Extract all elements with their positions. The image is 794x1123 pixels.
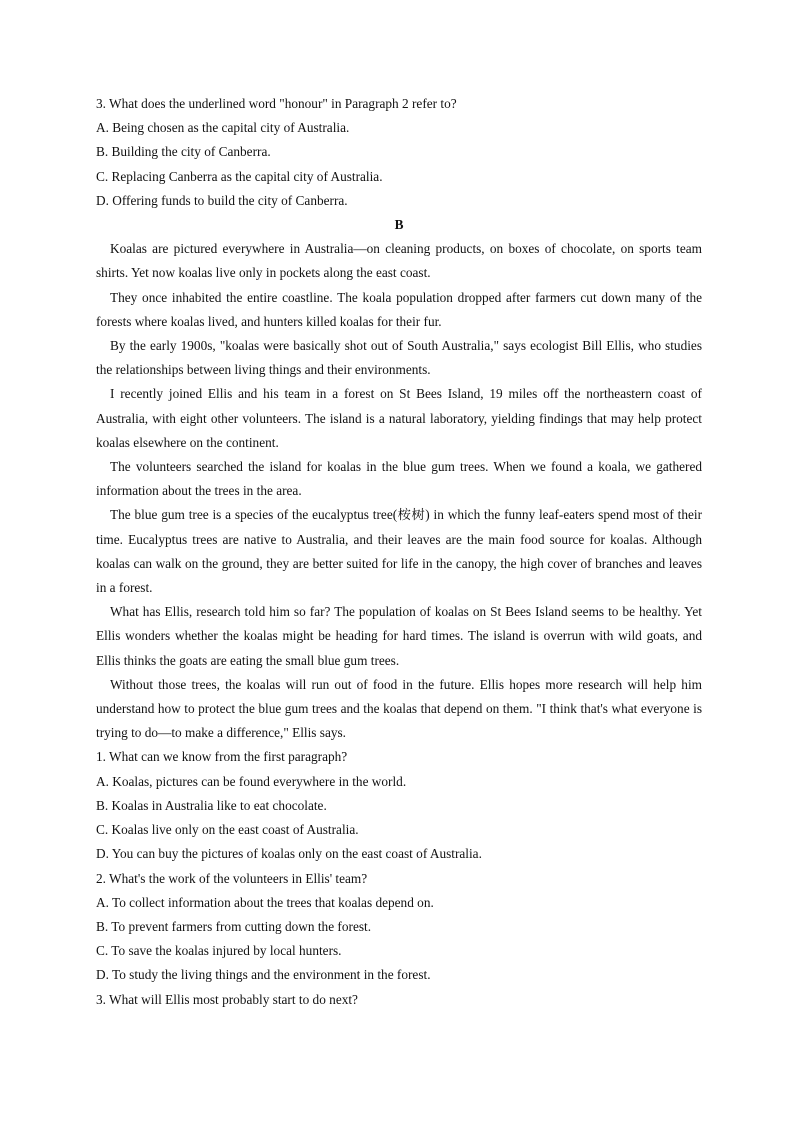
question-2-option-c: C. To save the koalas injured by local hunters.	[96, 943, 342, 959]
passage-paragraph-8: Without those trees, the koalas will run out of food in the future. Ellis hopes more research will help him understand how to protect the blue gum trees and the koalas that depend on them. "I think that's what everyone is trying to do—to make a difference," Ellis says.	[96, 676, 702, 741]
passage-paragraph-1: Koalas are pictured everywhere in Australia—on cleaning products, on boxes of chocolate, on sports team shirts. Yet now koalas live only in pockets along the east coast.	[96, 241, 702, 281]
prev-question-option-c: C. Replacing Canberra as the capital city of Australia.	[96, 168, 383, 184]
question-1-option-d: D. You can buy the pictures of koalas only on the east coast of Australia.	[96, 846, 482, 862]
question-2-option-a: A. To collect information about the trees that koalas depend on.	[96, 894, 434, 910]
passage-paragraph-7: What has Ellis, research told him so far? The population of koalas on St Bees Island seems to be healthy. Yet Ellis wonders whether the koalas might be heading for hard times. The island is overrun with wild goats, and Ellis thinks the goats are eating the small blue gum trees.	[96, 604, 702, 668]
prev-question-option-d: D. Offering funds to build the city of Canberra.	[96, 192, 348, 208]
passage-paragraph-5: The volunteers searched the island for koalas in the blue gum trees. When we found a koala, we gathered information about the trees in the area.	[96, 459, 702, 499]
question-1-stem: 1. What can we know from the first paragraph?	[96, 749, 348, 765]
prev-question-option-a: A. Being chosen as the capital city of Australia.	[96, 120, 350, 136]
question-1-option-b: B. Koalas in Australia like to eat chocolate.	[96, 797, 327, 813]
question-1-option-a: A. Koalas, pictures can be found everywhere in the world.	[96, 773, 407, 789]
prev-question-stem: 3. What does the underlined word "honour" in Paragraph 2 refer to?	[96, 96, 457, 111]
section-heading: B	[394, 217, 404, 233]
question-2-option-b: B. To prevent farmers from cutting down the forest.	[96, 918, 372, 934]
question-2-option-d: D. To study the living things and the environment in the forest.	[96, 967, 431, 983]
prev-question-option-b: B. Building the city of Canberra.	[96, 144, 271, 160]
passage-paragraph-6: The blue gum tree is a species of the eucalyptus tree(桉树) in which the funny leaf-eaters spend most of their time. Eucalyptus trees are native to Australia, and their leaves are the main food source for koalas. Although koalas can walk on the ground, they are better suited for life in the canopy, the high cover of branches and leaves in a forest.	[96, 507, 702, 596]
passage-paragraph-2: They once inhabited the entire coastline. The koala population dropped after farmers cut down many of the forests where koalas lived, and hunters killed koalas for their fur.	[96, 289, 702, 329]
question-1-option-c: C. Koalas live only on the east coast of Australia.	[96, 822, 359, 838]
question-3-stem: 3. What will Ellis most probably start to do next?	[96, 991, 358, 1007]
document-content	[96, 92, 702, 1012]
passage-paragraph-4: I recently joined Ellis and his team in a forest on St Bees Island, 19 miles off the northeastern coast of Australia, with eight other volunteers. The island is a natural laboratory, yielding findings that may help protect koalas elsewhere on the continent.	[96, 386, 702, 450]
question-2-stem: 2. What's the work of the volunteers in Ellis' team?	[96, 870, 368, 886]
passage-paragraph-3: By the early 1900s, "koalas were basically shot out of South Australia," says ecologist Bill Ellis, who studies the relationships between living things and their environments.	[96, 338, 702, 378]
